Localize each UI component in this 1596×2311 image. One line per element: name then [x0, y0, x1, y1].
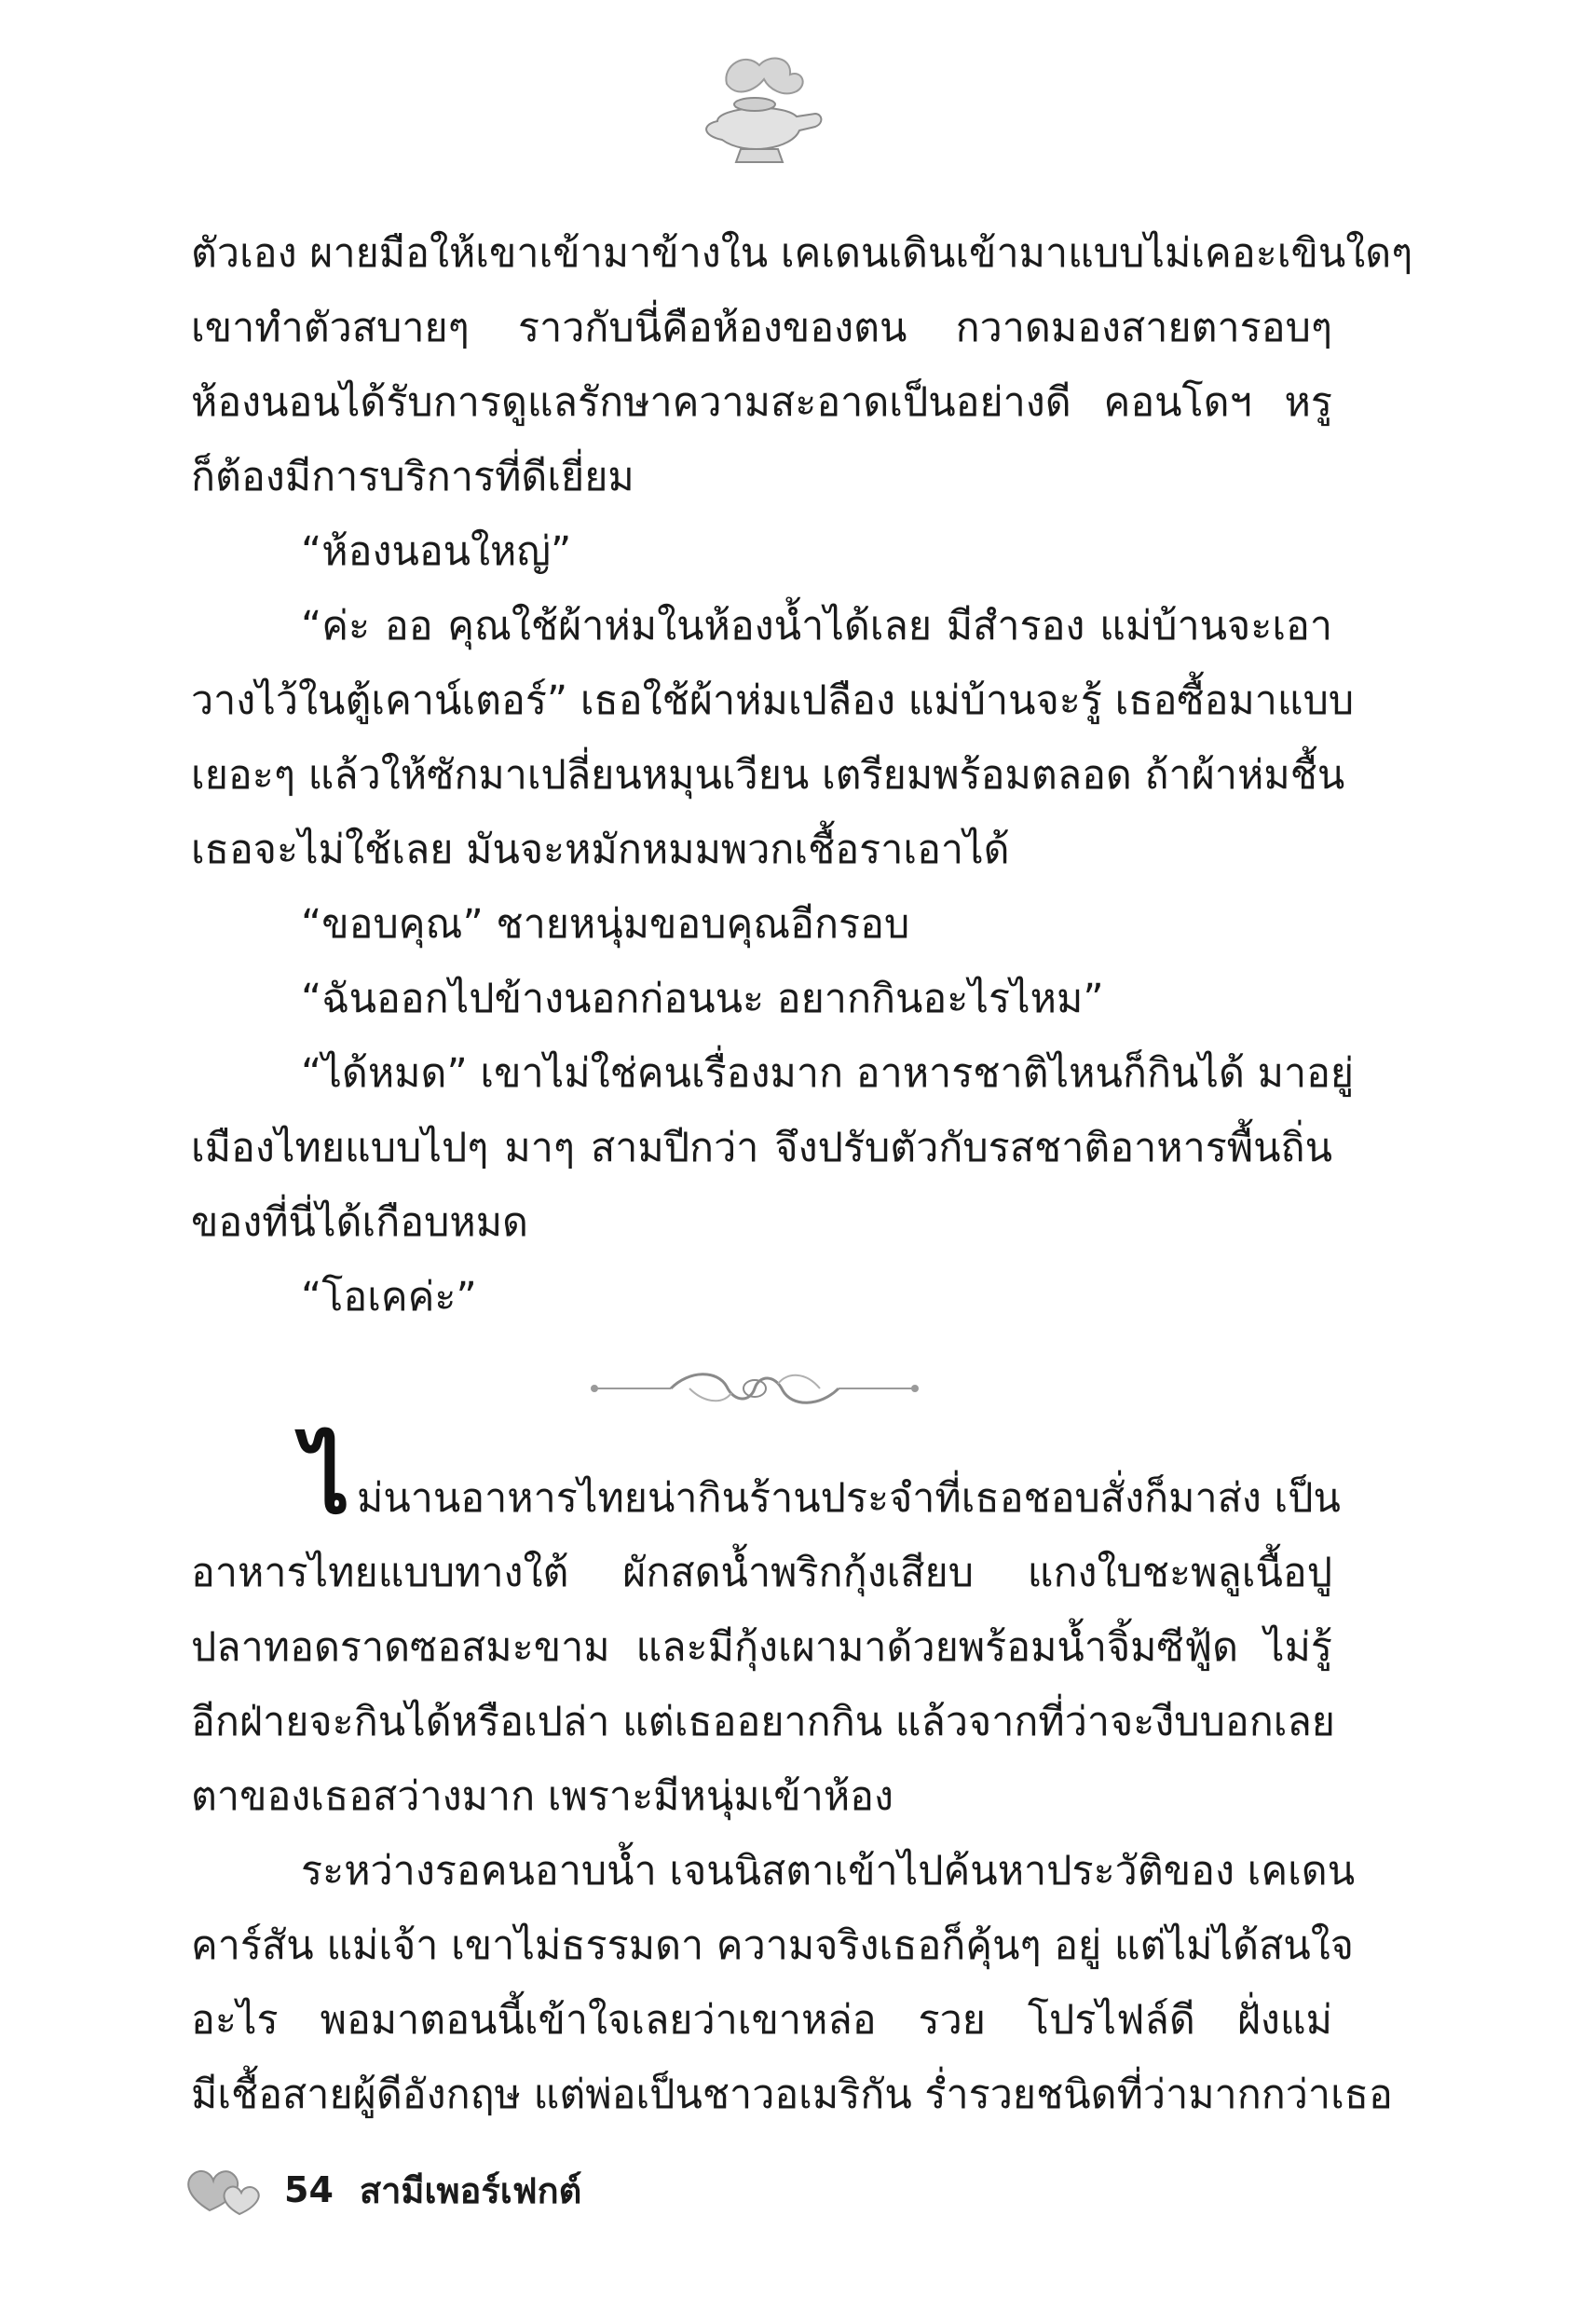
- scroll-ornament-divider-icon: [587, 1361, 922, 1416]
- text-line: “ขอบคุณ” ชายหนุ่มขอบคุณอีกรอบ: [301, 901, 910, 948]
- text-line: ก็ต้องมีการบริการที่ดีเยี่ยม: [191, 454, 634, 500]
- hearts-icon: [182, 2164, 266, 2216]
- section-2: [191, 1425, 1393, 2132]
- text-line: อีกฝ่ายจะกินได้หรือเปล่า แต่เธออยากกิน แล้วจากที่ว่าจะงีบบอกเลย: [191, 1699, 1335, 1745]
- text-line: เขาทำตัวสบายๆ ราวกับนี่คือห้องของตน กวาดมองสายตารอบๆ: [191, 305, 1332, 351]
- text-line: เมืองไทยแบบไปๆ มาๆ สามปีกว่า จึงปรับตัวกับรสชาติอาหารพื้นถิ่น: [191, 1125, 1332, 1171]
- text-line: “ห้องนอนใหญ่”: [301, 528, 572, 575]
- dropcap-first-line: [191, 1425, 1341, 1536]
- text-line: ระหว่างรอคนอาบน้ำ เจนนิสตาเข้าไปค้นหาประวัติของ เคเดน: [301, 1848, 1356, 1894]
- first-line-text: ม่นานอาหารไทยน่ากินร้านประจำที่เธอชอบสั่งก็มาส่ง เป็น: [357, 1475, 1341, 1522]
- text-line: อะไร พอมาตอนนี้เข้าใจเลยว่าเขาหล่อ รวย โปรไฟล์ดี ฝั่งแม่: [191, 1997, 1332, 2044]
- text-line: เธอจะไม่ใช้เลย มันจะหมักหมมพวกเชื้อราเอาได้: [191, 827, 1010, 873]
- text-line: คาร์สัน แม่เจ้า เขาไม่ธรรมดา ความจริงเธอก็คุ้นๆ อยู่ แต่ไม่ได้สนใจ: [191, 1922, 1354, 1969]
- text-line: “โอเคค่ะ”: [301, 1274, 477, 1320]
- text-line: ห้องนอนได้รับการดูแลรักษาความสะอาดเป็นอย่างดี คอนโดฯ หรู: [191, 379, 1332, 426]
- genie-lamp-icon: [689, 47, 829, 168]
- text-line: วางไว้ในตู้เคาน์เตอร์” เธอใช้ผ้าห่มเปลือง แม่บ้านจะรู้ เธอซื้อมาแบบ: [191, 677, 1355, 724]
- text-line: มีเชื้อสายผู้ดีอังกฤษ แต่พ่อเป็นชาวอเมริกัน ร่ำรวยชนิดที่ว่ามากกว่าเธอ: [191, 2072, 1393, 2118]
- book-title: สามีเพอร์เฟกต์: [359, 2169, 582, 2211]
- text-line: ปลาทอดราดซอสมะขาม และมีกุ้งเผามาด้วยพร้อมน้ำจิ้มซีฟู้ด ไม่รู้: [191, 1624, 1332, 1671]
- page-number: 54: [284, 2169, 334, 2210]
- text-line: ตาของเธอสว่างมาก เพราะมีหนุ่มเข้าห้อง: [191, 1773, 893, 1820]
- text-line: “ฉันออกไปข้างนอกก่อนนะ อยากกินอะไรไหม”: [301, 976, 1104, 1022]
- text-line: อาหารไทยแบบทางใต้ ผักสดน้ำพริกกุ้งเสียบ แกงใบชะพลูเนื้อปู: [191, 1550, 1332, 1596]
- text-line: “ค่ะ ออ คุณใช้ผ้าห่มในห้องน้ำได้เลย มีสำรอง แม่บ้านจะเอา: [301, 603, 1332, 650]
- text-line: เยอะๆ แล้วให้ซักมาเปลี่ยนหมุนเวียน เตรียมพร้อมตลอด ถ้าผ้าห่มชื้น: [191, 752, 1345, 799]
- section-1: [191, 216, 1413, 1334]
- dropcap-letter: ไ: [303, 1425, 350, 1535]
- page-footer: [182, 2162, 581, 2218]
- text-line: ตัวเอง ผายมือให้เขาเข้ามาข้างใน เคเดนเดินเข้ามาแบบไม่เคอะเขินใดๆ: [191, 230, 1413, 277]
- text-line: ของที่นี่ได้เกือบหมด: [191, 1199, 528, 1246]
- text-line: “ได้หมด” เขาไม่ใช่คนเรื่องมาก อาหารชาติไหนก็กินได้ มาอยู่: [301, 1050, 1355, 1097]
